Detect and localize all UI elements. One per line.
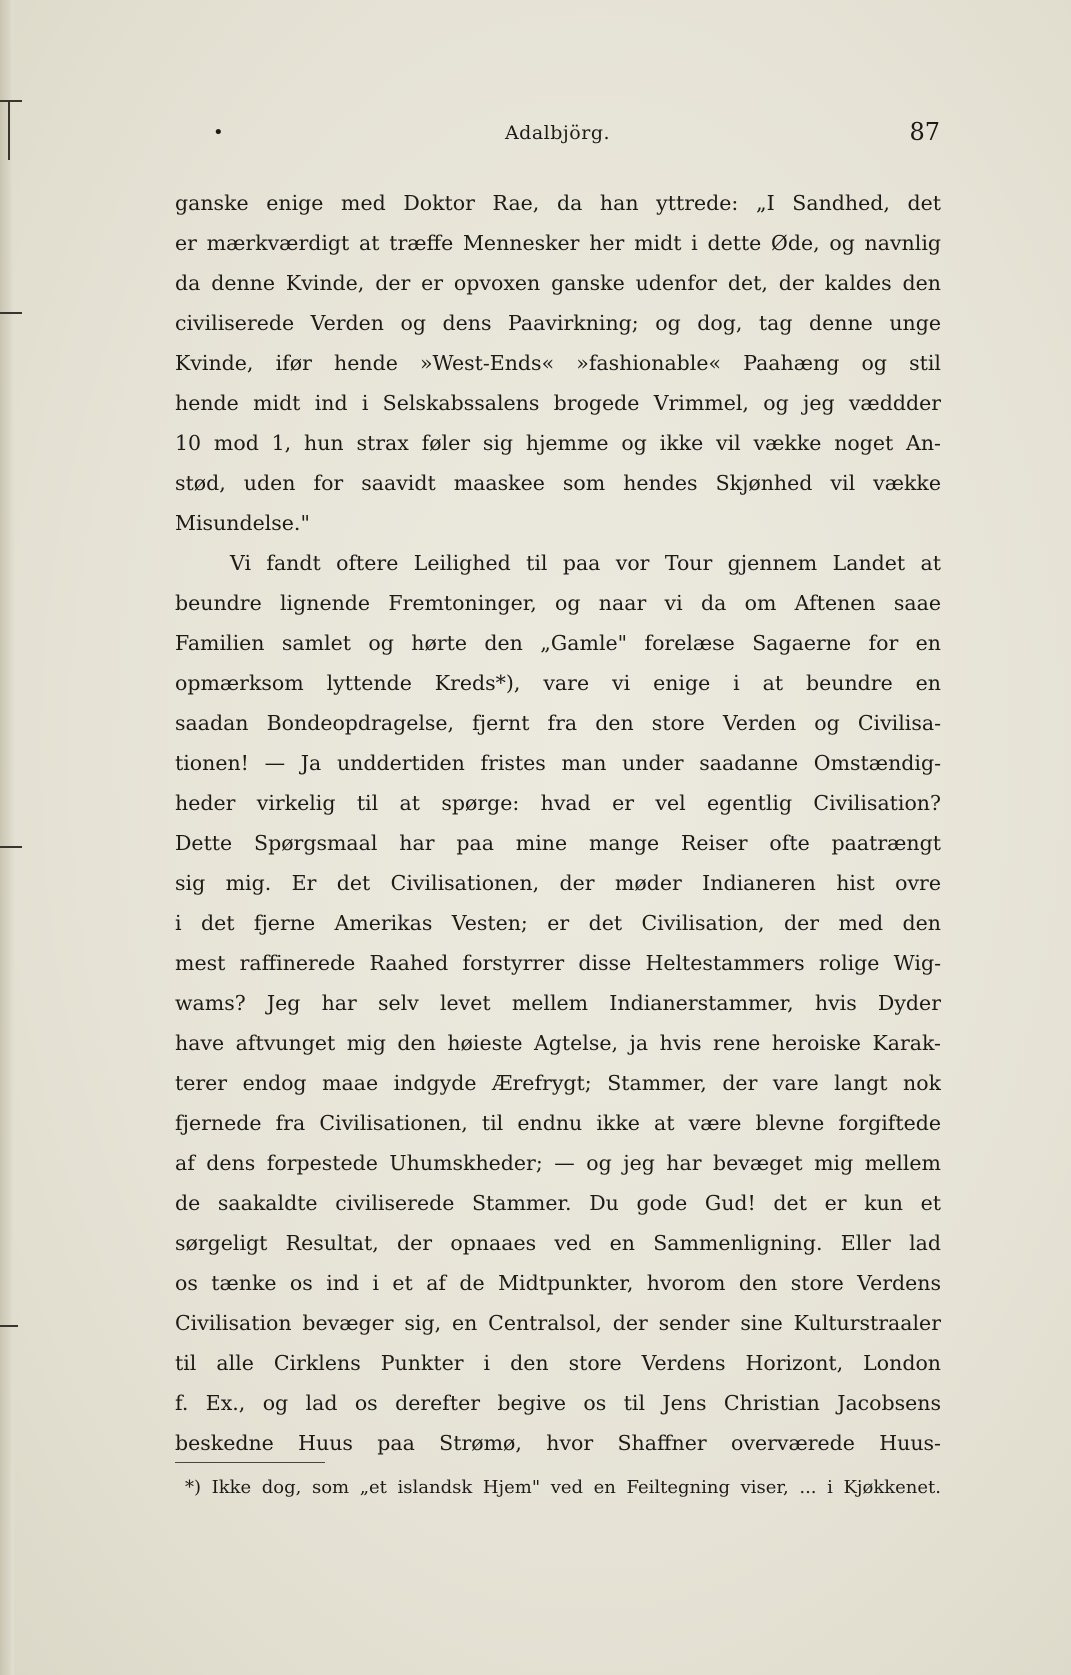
margin-mark (0, 100, 22, 102)
body-text (175, 183, 941, 1463)
text-line: da denne Kvinde, der er opvoxen ganske udenfor det, der kaldes den (175, 271, 941, 295)
text-line: de saakaldte civiliserede Stammer. Du gode Gud! det er kun et (175, 1191, 941, 1215)
text-line: Familien samlet og hørte den „Gamle" forelæse Sagaerne for en (175, 631, 941, 655)
text-line: beskedne Huus paa Strømø, hvor Shaffner overværede Huus- (175, 1431, 941, 1455)
margin-mark (8, 100, 10, 160)
page-binding-edge (0, 0, 14, 1675)
text-line: ganske enige med Doktor Rae, da han yttrede: „I Sandhed, det (175, 191, 941, 215)
text-line: hende midt ind i Selskabssalens brogede Vrimmel, og jeg væddder (175, 391, 941, 415)
text-line: 10 mod 1, hun strax føler sig hjemme og ikke vil vække noget An- (175, 431, 941, 455)
text-line: saadan Bondeopdragelse, fjernt fra den store Verden og Civilisa- (175, 711, 941, 735)
text-line: er mærkværdigt at træffe Mennesker her midt i dette Øde, og navnlig (175, 231, 941, 255)
running-title: Adalbjörg. (504, 122, 611, 144)
margin-mark (0, 846, 22, 848)
text-line: Dette Spørgsmaal har paa mine mange Reiser ofte paatrængt (175, 831, 941, 855)
text-line: wams? Jeg har selv levet mellem Indianerstammer, hvis Dyder (175, 991, 941, 1015)
text-line: Vi fandt oftere Leilighed til paa vor Tour gjennem Landet at (230, 551, 941, 575)
text-line: have aftvunget mig den høieste Agtelse, ja hvis rene heroiske Karak- (175, 1031, 941, 1055)
text-line: civiliserede Verden og dens Paavirkning; og dog, tag denne unge (175, 311, 941, 335)
text-line: i det fjerne Amerikas Vesten; er det Civilisation, der med den (175, 911, 941, 935)
text-line: til alle Cirklens Punkter i den store Verdens Horizont, London (175, 1351, 941, 1375)
page-number: 87 (909, 118, 940, 146)
text-line: heder virkelig til at spørge: hvad er vel egentlig Civilisation? (175, 791, 941, 815)
text-line: os tænke os ind i et af de Midtpunkter, hvorom den store Verdens (175, 1271, 941, 1295)
text-line: sørgeligt Resultat, der opnaaes ved en Sammenligning. Eller lad (175, 1231, 941, 1255)
header-dot: • (213, 122, 224, 143)
text-line: stød, uden for saavidt maaskee som hendes Skjønhed vil vække (175, 471, 941, 495)
text-line: sig mig. Er det Civilisationen, der møder Indianeren hist ovre (175, 871, 941, 895)
margin-mark (0, 1325, 18, 1327)
text-line: f. Ex., og lad os derefter begive os til Jens Christian Jacobsens (175, 1391, 941, 1415)
page-header (175, 118, 940, 152)
footnote: *) Ikke dog, som „et islandsk Hjem" ved en Feiltegning viser, ... i Kjøkkenet. (185, 1477, 941, 1498)
footnote-divider (175, 1462, 325, 1463)
text-line: af dens forpestede Uhumskheder; — og jeg har bevæget mig mellem (175, 1151, 941, 1175)
text-line: mest raffinerede Raahed forstyrrer disse Heltestammers rolige Wig- (175, 951, 941, 975)
text-line: beundre lignende Fremtoninger, og naar vi da om Aftenen saae (175, 591, 941, 615)
text-line: opmærksom lyttende Kreds*), vare vi enige i at beundre en (175, 671, 941, 695)
text-line: tionen! — Ja unddertiden fristes man under saadanne Omstændig- (175, 751, 941, 775)
text-line: terer endog maae indgyde Ærefrygt; Stammer, der vare langt nok (175, 1071, 941, 1095)
text-line: Civilisation bevæger sig, en Centralsol, der sender sine Kulturstraaler (175, 1311, 941, 1335)
text-line: Misundelse." (175, 511, 310, 535)
margin-mark (0, 312, 22, 314)
text-line: Kvinde, ifør hende »West-Ends« »fashionable« Paahæng og stil (175, 351, 941, 375)
text-line: fjernede fra Civilisationen, til endnu ikke at være blevne forgiftede (175, 1111, 941, 1135)
